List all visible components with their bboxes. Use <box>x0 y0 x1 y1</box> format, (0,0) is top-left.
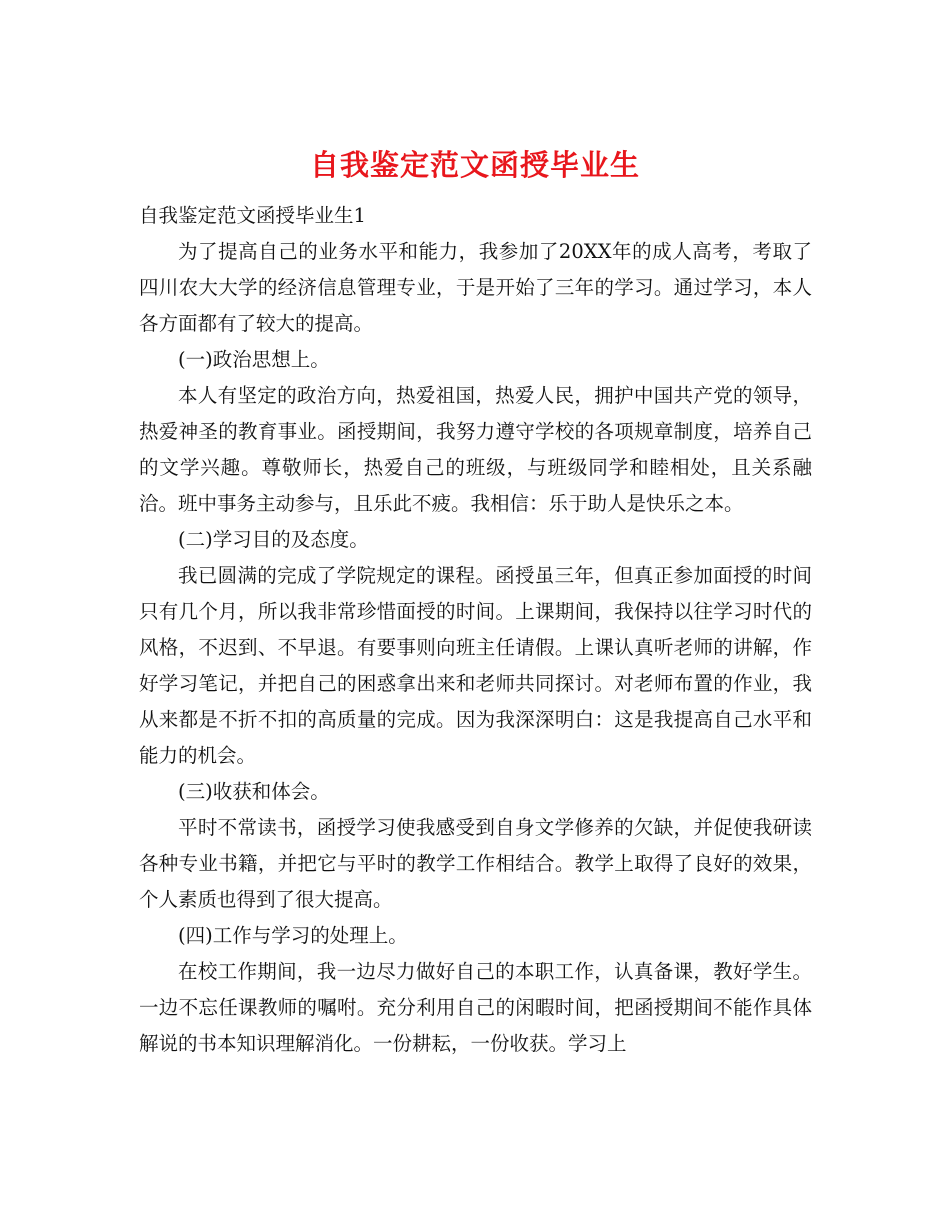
document-body <box>139 198 812 1062</box>
paragraph: 平时不常读书，函授学习使我感受到自身文学修养的欠缺，并促使我研读各种专业书籍，并把它与平时的教学工作相结合。教学上取得了良好的效果，个人素质也得到了很大提高。 <box>139 816 812 911</box>
paragraph: 为了提高自己的业务水平和能力，我参加了20XX年的成人高考，考取了四川农大大学的经济信息管理专业，于是开始了三年的学习。通过学习，本人各方面都有了较大的提高。 <box>139 240 812 335</box>
subheading-work-study: (四)工作与学习的处理上。 <box>178 924 408 947</box>
paragraph: 在校工作期间，我一边尽力做好自己的本职工作，认真备课，教好学生。一边不忘任课教师的嘱咐。充分利用自己的闲暇时间，把函授期间不能作具体解说的书本知识理解消化。一份耕耘，一份收获。学习上 <box>139 960 812 1055</box>
paragraph: 我已圆满的完成了学院规定的课程。函授虽三年，但真正参加面授的时间只有几个月，所以我非常珍惜面授的时间。上课期间，我保持以往学习时代的风格，不迟到、不早退。有要事则向班主任请假。上课认真听老师的讲解，作好学习笔记，并把自己的困惑拿出来和老师共同探讨。对老师布置的作业，我从来都是不折不扣的高质量的完成。因为我深深明白：这是我提高自己水平和能力的机会。 <box>139 564 812 767</box>
subheading-study-attitude: (二)学习目的及态度。 <box>178 528 369 551</box>
section-heading: 自我鉴定范文函授毕业生1 <box>139 204 366 227</box>
subheading-gains: (三)收获和体会。 <box>178 780 330 803</box>
paragraph: 本人有坚定的政治方向，热爱祖国，热爱人民，拥护中国共产党的领导，热爱神圣的教育事业。函授期间，我努力遵守学校的各项规章制度，培养自己的文学兴趣。尊敬师长，热爱自己的班级，与班级同学和睦相处，且关系融洽。班中事务主动参与，且乐此不疲。我相信：乐于助人是快乐之本。 <box>139 384 812 515</box>
document-title: 自我鉴定范文函授毕业生 <box>309 148 640 183</box>
subheading-politics: (一)政治思想上。 <box>178 348 330 371</box>
